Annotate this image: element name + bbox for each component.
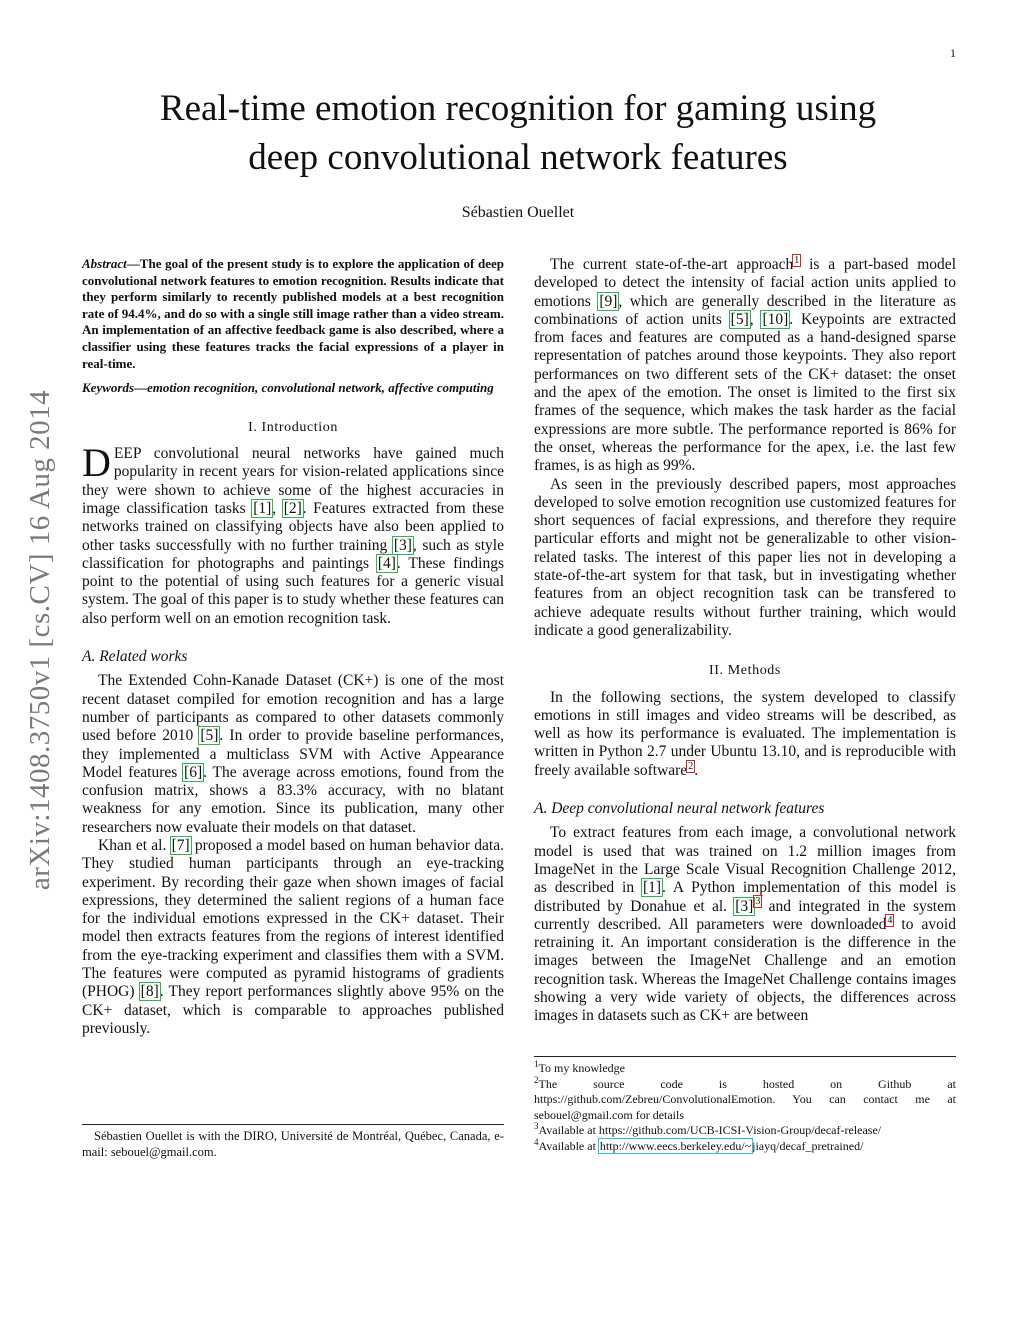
citation-link[interactable]: [3] [393,536,412,554]
paper-title [80,84,956,182]
title-line-1: Real-time emotion recognition for gaming using [159,88,877,129]
approaches-paragraph: As seen in the previously described papers, most approaches developed to solve emotion recognition use customized features for short sequences of facial expressions, and therefore they require particular efforts and might not be generalizable to other vision-related tasks. The interest of this paper lies not in developing a state-of-the-art system for that task, but in investigating whether features from an object recognition task can be transfered to achieve adequate results without further training, which would indicate a good generalizability. [534,475,956,639]
text-run: The current state-of-the-art approach [550,256,794,273]
text-run: . Keypoints are extracted from faces and features are computed as a hand-designed sparse representation of patches around those keypoints. They also report performances on two different sets of the CK+ dataset: the onset and the apex of the emotion. The onset is limited to the first six frames of the sequence, which makes the task harder as the facial expressions are more subtle. The performance reported is 86% for the onset, whereas the performance for the apex, i.e. the last few frames, is as high as 99%. [534,310,956,475]
drop-cap: D [82,440,111,486]
text-run: . A Python implementation of this model is distributed by Donahue et al. [534,879,956,915]
deep-features-paragraph [534,824,956,1025]
footnote-text: Available at [538,1138,599,1153]
citation-link[interactable]: [2] [283,499,302,517]
state-of-art-paragraph [534,256,956,476]
citation-link[interactable]: [9] [599,292,618,310]
citation-link[interactable]: [4] [377,554,396,572]
title-block [80,84,956,222]
footnote-ref[interactable]: 2 [688,760,694,772]
page-number: 1 [950,46,956,60]
citation-link[interactable]: [6] [184,763,203,781]
keywords: Keywords—emotion recognition, convolutional network, affective computing [82,380,494,396]
section-heading-introduction: I. Introduction [248,419,338,435]
text-run: . Features extracted from these networks trained on classifying objects have also been applied to other tasks successfully with no further training [82,499,505,554]
footnote-ref[interactable]: 1 [794,254,800,266]
citation-link[interactable]: [5] [730,310,749,328]
methods-paragraph [534,689,956,780]
subsection-heading-related-works: A. Related works [82,648,188,666]
url-link[interactable]: http://www.eecs.berkeley.edu/~ [599,1138,752,1153]
title-line-2: deep convolutional network features [248,137,788,178]
text-run: . In order to provide baseline performances, they implemented a multiclass SVM with Active Appearance Model features [82,727,504,781]
related-paragraph-1 [82,672,504,837]
author-name: Sébastien Ouellet [461,204,575,221]
related-paragraph-2 [82,837,504,1038]
footnote-text: Available at https://github.com/UCB-ICSI-Vision-Group/decaf-release/ [538,1123,882,1137]
section-heading-methods: II. Methods [709,663,781,679]
footnotes [534,1056,956,1154]
abstract-label: Abstract [82,256,127,271]
citation-link[interactable]: [8] [140,983,159,1001]
text-run: . These findings point to the potential of using such features for a generic visual system. The goal of this paper is to study whether these features can also perform well on an emotion recognition task. [82,554,504,627]
text-run: , [749,310,762,328]
text-run: To extract features from each image, a convolutional network model is used that was trained on 1.2 million images from ImageNet in the Large Scale Visual Recognition Challenge 2012, as described in [534,824,956,897]
footnote-mark: 4 [534,1136,539,1147]
footnote-ref[interactable]: 4 [887,914,893,926]
footnote-text: jiayq/decaf_pretrained/ [752,1138,864,1153]
text-run: and integrated in the system currently described. All parameters were downloaded [534,897,956,933]
footnote-mark: 1 [534,1059,539,1069]
text-run: . They report performances slightly above 95% on the CK+ dataset, which is comparable to approaches published previously. [82,983,504,1037]
footnote-ref[interactable]: 3 [755,896,761,908]
text-run: , such as style classification for photographs and paintings [82,536,504,572]
text-run: In the following sections, the system developed to classify emotions in still images and video streams will be described, as well as how its performance is evaluated. The implementation is written in Python 2.7 under Ubuntu 13.10, and is reproducible with freely available software [534,688,956,779]
left-column [82,256,504,1038]
abstract [82,256,504,372]
footnote-text: The source code is hosted on Github at https://github.com/Zebreu/ConvolutionalEmotion. You can contact me at sebouel@gmail.com for details [534,1076,956,1122]
footnote-text: To my knowledge [538,1061,625,1075]
citation-link[interactable]: [10] [762,310,789,328]
arxiv-identifier-stamp: arXiv:1408.3750v1 [cs.CV] 16 Aug 2014 [24,389,56,891]
citation-link[interactable]: [5] [200,727,219,745]
author-affiliation-footnote: Sébastien Ouellet is with the DIRO, Université de Montréal, Québec, Canada, e-mail: sebouel@gmail.com. [82,1124,504,1160]
text-run: The Extended Cohn-Kanade Dataset (CK+) is one of the most recent dataset compiled for emotion recognition and has a large number of participants as compared to other datasets commonly used before 2010 [82,672,504,745]
footnote-4 [534,1136,956,1155]
citation-link[interactable]: [7] [171,836,190,854]
citation-link[interactable]: [1] [642,879,662,897]
footnote-1 [534,1061,956,1077]
citation-link[interactable]: [3] [735,897,754,915]
text-run: , which are generally described in the literature as combinations of action units [534,292,956,328]
right-column [534,256,956,1026]
abstract-text: —The goal of the present study is to explore the application of deep convolutional network features to emotion recognition. Results indicate that they perform similarly to recently published models at a best recognition rate of 94.4%, and do so with a single still image rather than a video stream. An implementation of an affective feedback game is also described, where a classifier using these features tracks the facial expressions of a player in real-time. [82,256,504,371]
text-run: , [272,499,283,517]
intro-paragraph [82,440,505,628]
text-run: to avoid retraining it. An important consideration is the difference in the images between the ImageNet Challenge and an emotion recognition task. Whereas the ImageNet Challenge contains images showing a very wide variety of objects, the differences across images in datasets such as CK+ are between [534,915,956,1025]
text-run: is a part-based model developed to detect the intensity of facial action units applied to emotions [534,256,956,310]
text-run: Khan et al. [98,836,171,854]
text-run: . The average across emotions, found from the confusion matrix, shows a 83.3% accuracy, with no blatant weakness for any emotion. Since its publication, many other researchers now evaluate their models on that dataset. [82,763,504,836]
citation-link[interactable]: [1] [253,499,272,517]
footnote-3 [534,1123,956,1139]
footnote-2 [534,1074,956,1124]
subsection-heading-deep-features: A. Deep convolutional neural network features [534,800,825,818]
footnote-mark: 2 [534,1074,539,1085]
footnote-mark: 3 [534,1121,539,1131]
text-run: EEP convolutional neural networks have gained much popularity in recent years for vision-related applications since they were shown to achieve some of the highest accuracies in image classification tasks [82,445,504,517]
text-run: . [694,761,699,779]
text-run: proposed a model based on human behavior data. They studied human participants through an eye-tracking experiment. By recording their gaze when shown images of facial expressions, they determined the salient regions of a human face for the individual emotions expressed in the CK+ dataset. Their model then extracts features from the regions of interest identified from the eye-tracking experiment and classifies them with a SVM. The features were computed as pyramid histograms of gradients (PHOG) [82,836,504,1001]
